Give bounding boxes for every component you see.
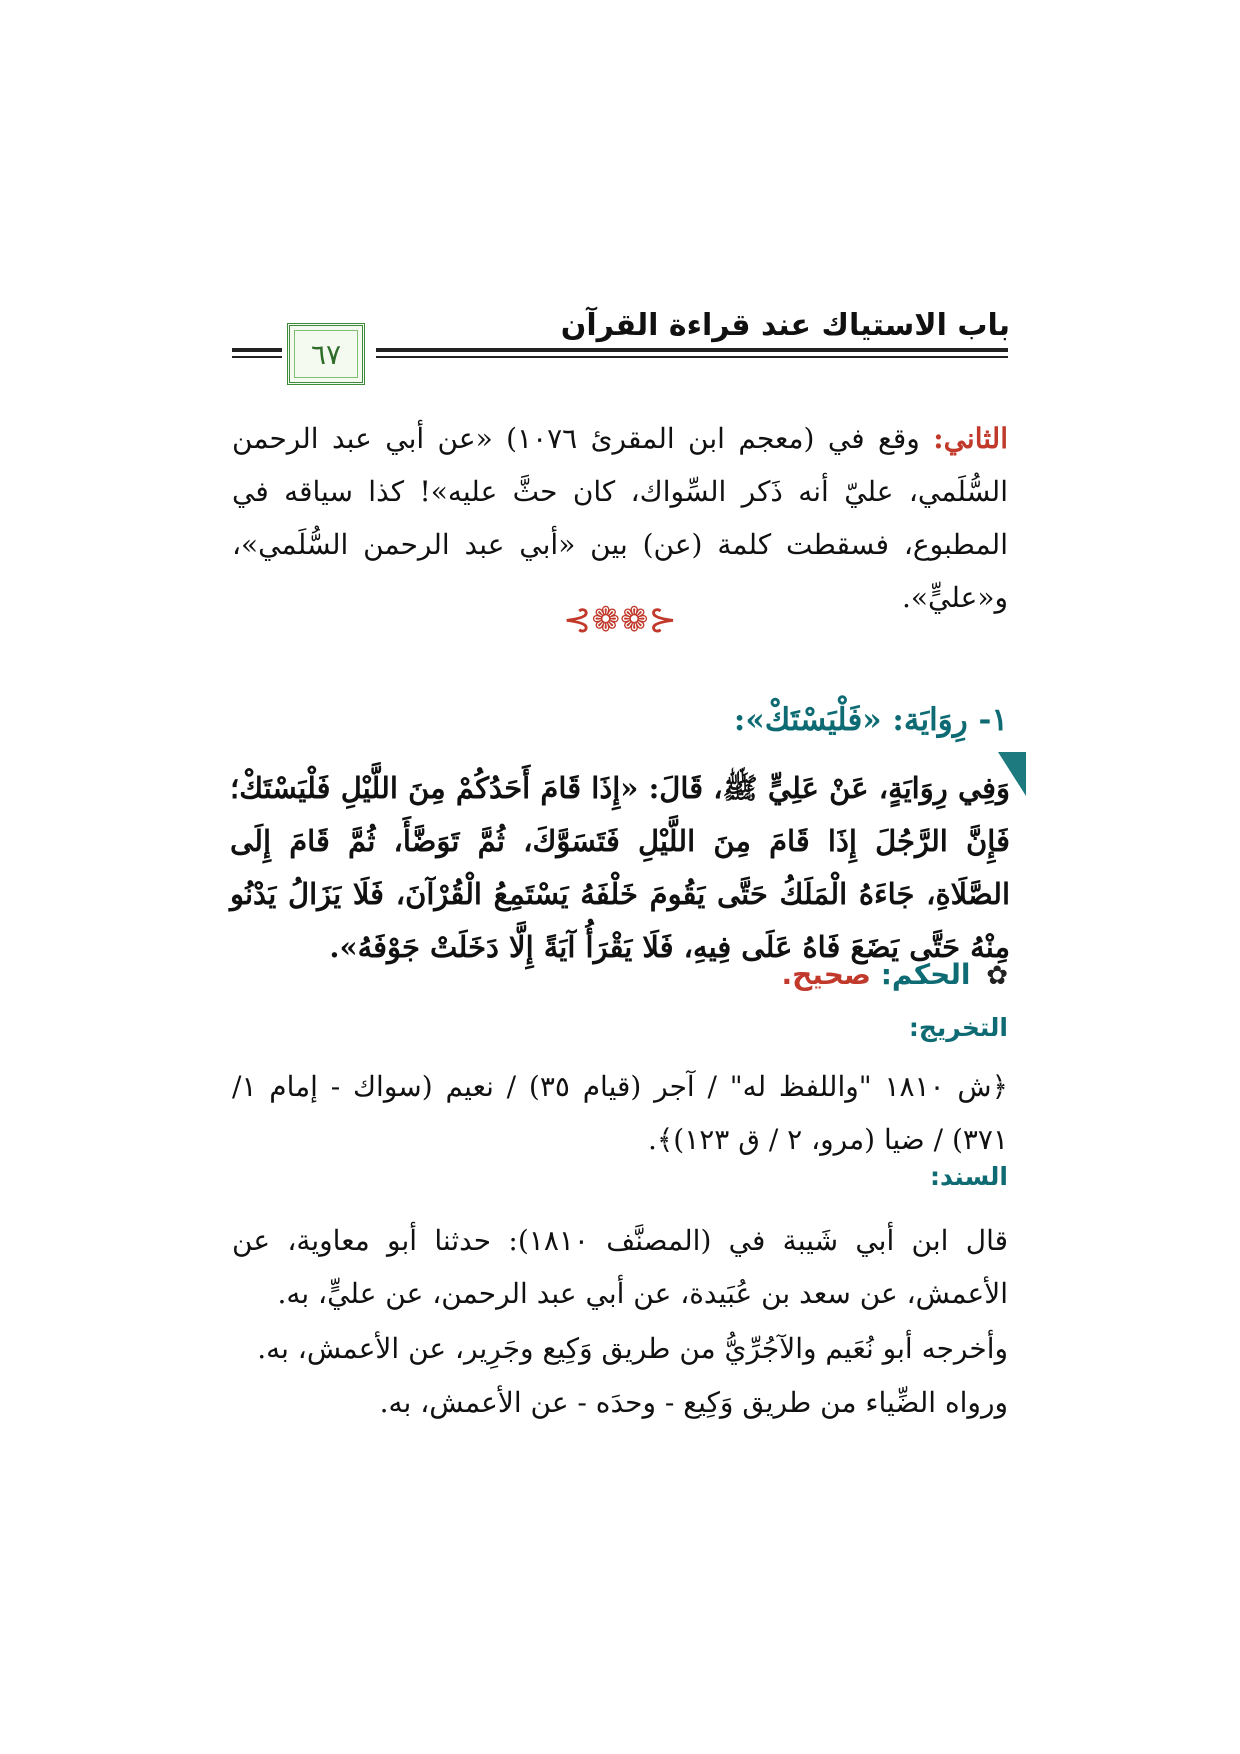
header-rule-left-thin <box>232 356 282 358</box>
sanad-heading: السند: <box>929 1162 1008 1191</box>
sanad-paragraph-3: ورواه الضِّياء من طريق وَكِيع - وحدَه - عن الأعمش، به. <box>379 1386 1008 1419</box>
sanad-paragraph-1: قال ابن أبي شَيبة في (المصنَّف ١٨١٠): حدثنا أبو معاوية، عن الأعمش، عن سعد بن عُبَيدة، عن أبي عبد الرحمن، عن عليٍّ، به. <box>232 1224 1008 1310</box>
header-rule-left <box>232 348 282 352</box>
ruling-value: صحيح. <box>781 958 871 991</box>
note-lead: الثاني: <box>933 422 1008 455</box>
header-rule-thin <box>376 356 1008 358</box>
note-text: وقع في (معجم ابن المقرئ ١٠٧٦) «عن أبي عبد الرحمن السُّلَمي، عليّ أنه ذَكر السِّواك، كان حثَّ عليه»! كذا سياقه في المطبوع، فسقطت كلمة (عن) بين «أبي عبد الرحمن السُّلَمي»، و«عليٍّ». <box>232 422 1008 614</box>
takhrij-text: ﴿ش ١٨١٠ "واللفظ له" / آجر (قيام ٣٥) / نعيم (سواك - إمام ١/ ٣٧١) / ضيا (مرو، ٢ / ق ١٢٣)﴾. <box>232 1070 1008 1156</box>
page-number-badge <box>287 323 365 385</box>
chapter-title: باب الاستياك عند قراءة القرآن <box>560 308 1010 343</box>
hadith-text: وَفِي رِوَايَةٍ، عَنْ عَلِيٍّ ﷺ، قَالَ: «إِذَا قَامَ أَحَدُكُمْ مِنَ اللَّيْلِ فَلْيَسْتَكْ؛ فَإِنَّ الرَّجُلَ إِذَا قَامَ مِنَ اللَّيْلِ فَتَسَوَّكَ، ثُمَّ تَوَضَّأَ، ثُمَّ قَامَ إِلَى الصَّلَاةِ، جَاءَهُ الْمَلَكُ حَتَّى يَقُومَ خَلْفَهُ يَسْتَمِعُ الْقُرْآنَ، فَلَا يَزَالُ يَدْنُو مِنْهُ حَتَّى يَضَعَ فَاهُ عَلَى فِيهِ، فَلَا يَقْرَأُ آيَةً إِلَّا دَخَلَتْ جَوْفَهُ». <box>230 771 1010 964</box>
section-heading: ١- رِوَايَة: «فَلْيَسْتَكْ»: <box>733 702 1008 738</box>
ruling-label: الحكم: <box>880 958 971 991</box>
ornament-divider: ⊰❁❁⊱ <box>563 600 677 640</box>
note-paragraph <box>232 412 1008 624</box>
sanad-paragraph-2: وأخرجه أبو نُعَيم والآجُرِّيُّ من طريق وَكِيع وجَرِير، عن الأعمش، به. <box>257 1332 1008 1365</box>
header-rule <box>376 348 1008 352</box>
page-number: ٦٧ <box>310 337 342 371</box>
takhrij-heading: التخريج: <box>908 1013 1008 1042</box>
ruling-line <box>781 958 1008 991</box>
flower-icon: ✿ <box>986 961 1008 991</box>
